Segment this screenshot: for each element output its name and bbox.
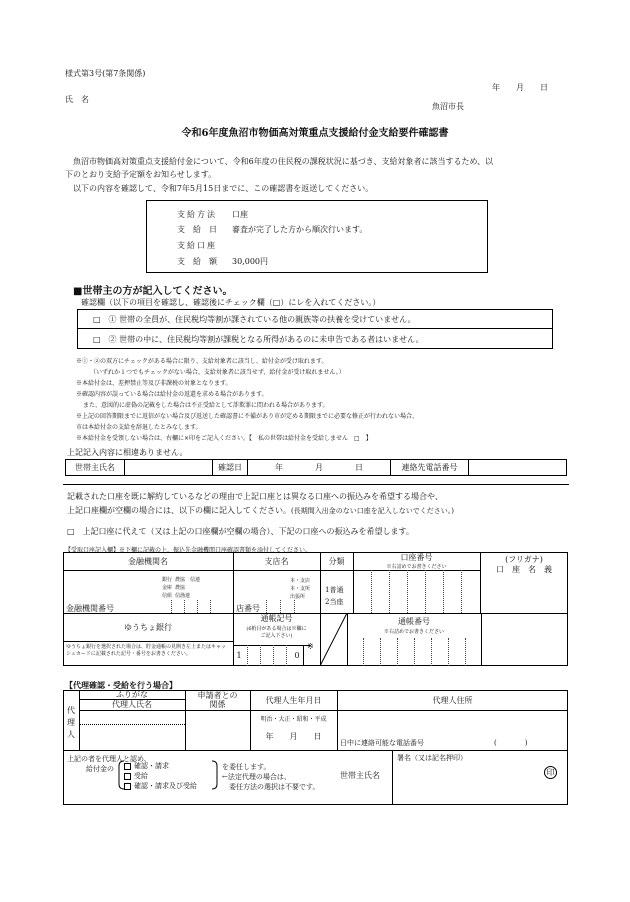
branch-type-2: 本・支所 (290, 586, 311, 592)
account-digit-sep (389, 570, 390, 613)
symbol-mark-sep (303, 645, 304, 666)
note-7: 市は本給付金の支給を辞退したとみなします。 (76, 424, 202, 431)
page-title: 令和6年度魚沼市物価高対策重点支援給付金支給要件確認書 (181, 128, 449, 139)
col-holder: 口 座 名 義 (496, 564, 552, 574)
branch-code-digit-sep (294, 600, 295, 613)
mayor-label: 魚沼市長 (432, 102, 464, 111)
phone-label: 連絡先電話番号 (391, 460, 469, 476)
col-institution: 金融機関名 (128, 556, 168, 566)
col-account-no: 口座番号 (400, 553, 433, 562)
intro-line-1: 魚沼市物価高対策重点支援給付金について、令和6年度の住民税の課税状況に基づき、支給対象者に該当するため、以 (73, 157, 494, 166)
inst-code-digit-sep (171, 600, 172, 613)
amount-value: 30,000円 (232, 257, 268, 266)
number-digit-sep (431, 638, 432, 666)
yucho-digit-line (233, 645, 311, 646)
symbol-digit-sep (247, 645, 248, 666)
number-label: 通帳番号 (398, 616, 430, 626)
confirm-date-field[interactable]: 年 月 日 (248, 460, 391, 476)
inst-type-kinko: 金庫 (162, 585, 173, 591)
proxy-name-label: 代理人氏名 (112, 700, 152, 709)
proxy-caption: 【代理確認・受給を行う場合】 (65, 680, 177, 690)
branch-code-label: 店番号 (236, 604, 260, 613)
proxy-hline-2 (79, 710, 568, 711)
note-3: ※本給付金は、差押禁止等及び非課税の対象となります。 (76, 380, 232, 387)
check-item-2[interactable]: □ ② 世帯の中に、住民税均等割が課税となる所得があるのに未申告である者はいません。 (93, 335, 424, 344)
proxy-phone-label: 日中に連絡可能な電話番号 (340, 739, 424, 747)
delegate-text-3: 委任方法の選択は不要です。 (229, 783, 320, 791)
number-digit-sep (380, 638, 381, 666)
bank-diagonal (320, 613, 348, 666)
section-instruction: 確認欄（以下の項目を確認し、確認後にチェック欄（□）にレを入れてください。） (81, 298, 381, 307)
number-digit-sep (397, 638, 398, 666)
branch-type-3: 出張所 (290, 594, 306, 600)
option-checkbox-1[interactable] (124, 763, 131, 770)
inst-type-shinkumi: 信組 (162, 593, 173, 599)
sign-label: 署名（又は記名押印） (397, 754, 467, 762)
number-digit-sep (448, 638, 449, 666)
account-change-line-1: 記載された口座を既に解約しているなどの理由で上記口座とは異なる口座への振込みを希望する場合や、 (67, 492, 443, 501)
confirm-date-label: 確認日 (213, 460, 248, 476)
delegate-line-1: 上記の者を代理人と認め、 (67, 755, 151, 763)
number-digit-sep (414, 638, 415, 666)
check-item-1[interactable]: □ ① 世帯の全員が、住民税均等割が課されている他の親族等の扶養を受けていません。 (93, 315, 416, 324)
right-bracket (211, 760, 219, 790)
account-change-line-2 (67, 505, 454, 516)
account-change-line-2a: 上記口座欄が空欄の場合には、以下の欄に記入してください。 (67, 506, 291, 515)
option-checkbox-2[interactable] (124, 773, 131, 780)
symbol-label: 通帳記号 (260, 613, 293, 623)
delegate-text-1: を委任します。 (222, 763, 271, 771)
yucho-note: ゆうちょ銀行を選択された場合は、貯金通帳の見開き左上またはキャッシュカードに記載された記号・番号をお書きください。 (66, 644, 227, 657)
inst-code-label: 金融機関番号 (66, 604, 114, 613)
householder-name-label: 世帯主氏名 (66, 460, 125, 476)
branch-code-digit-sep (280, 600, 281, 613)
symbol-sub: (6桁目がある場合は※欄に ご記入下さい) (246, 626, 307, 639)
inst-type-shinren: 信連 (190, 577, 201, 583)
alternate-account-checkbox[interactable]: □ 上記口座に代えて（又は上記の口座欄が空欄の場合）、下記の口座への振込みを希望します。 (67, 527, 414, 536)
inst-code-digit-sep (197, 600, 198, 613)
symbol-mark: ※ (307, 642, 314, 651)
branch-code-digit-sep (266, 600, 267, 613)
phone-field[interactable] (469, 460, 567, 476)
option-both[interactable]: 確認・請求及び受給 (134, 782, 197, 790)
bank-vline-7 (481, 613, 482, 666)
section-heading: ■世帯主の方が記入してください。 (73, 286, 233, 297)
number-digit-sep (465, 638, 466, 666)
account-label: 支給口座 (177, 241, 217, 250)
account-digit-sep (407, 570, 408, 613)
seal-label: 印 (546, 768, 555, 777)
form-number: 様式第3号(第7条関係) (65, 69, 146, 78)
inst-type-shingyoren: 信漁連 (175, 593, 191, 599)
number-digit-sep (363, 638, 364, 666)
proxy-furigana-label: ふりがな (116, 690, 148, 699)
confirm-line: 上記記入内容に相違ありません。 (67, 448, 188, 457)
note-2: （いずれか１つでもチェックがない場合、支給対象者に該当せず、給付金が受け取れません。） (90, 369, 345, 376)
inst-code-digit-sep (210, 600, 211, 613)
symbol-last-digit: 0 (294, 650, 300, 660)
proxy-relation-label: 申請者との関係 (197, 691, 238, 709)
proxy-address-label: 代理人住所 (432, 695, 473, 705)
bank-header-line (63, 570, 480, 571)
note-4: ※確認内容が誤っている場合は給付金の返還を求める場合があります。 (76, 391, 268, 398)
note-5: また、意図的に虚偽の記載をした場合は不正受給として詐欺罪に問われる場合があります。 (83, 402, 329, 409)
proxy-vline-5 (392, 750, 393, 805)
col-account-no-sub: ※右詰めでお書きください (386, 563, 447, 570)
name-label: 氏 名 (65, 95, 89, 104)
date-value: 審査が完了した方から順次行います。 (232, 225, 368, 234)
col-branch: 支店名 (264, 556, 289, 566)
intro-line-3: 以下の内容を確認して、令和7年5月15日までに、この確認書を返送してください。 (73, 184, 374, 193)
branch-type-1: 本・支店 (290, 578, 311, 584)
proxy-birth-label: 代理人生年月日 (265, 695, 322, 705)
option-checkbox-3[interactable] (124, 783, 131, 790)
proxy-eras[interactable]: 明治・大正・昭和・平成 (260, 715, 327, 723)
delegate-line-2: 給付金の (86, 765, 114, 773)
proxy-hline-4 (63, 750, 568, 751)
col-type: 分類 (328, 556, 345, 566)
checklist-divider (77, 328, 553, 329)
method-label: 支給方法 (177, 210, 217, 219)
note-1: ※①・②の双方にチェックがある場合に限り、支給対象者に該当し、給付金が受け取れます。 (76, 358, 328, 365)
amount-label: 支 給 額 (177, 257, 217, 266)
option-confirm-request[interactable]: 確認・請求 (134, 762, 169, 770)
bank-caption: 【受取口座記入欄】※下欄に記載の上、振込先金融機関口座確認書類を添付してください。 (65, 547, 312, 554)
yucho-label: ゆうちょ銀行 (124, 622, 172, 632)
proxy-side-label: 代理人 (67, 706, 75, 739)
option-receive[interactable]: 受給 (134, 772, 148, 780)
householder-table (65, 459, 567, 476)
yucho-note-line (63, 641, 233, 642)
note-8[interactable]: ※本給付金を受領しない場合は、右欄に×印をご記入ください。【 私の世帯は給付金を受給しません □ 】 (76, 435, 372, 442)
seal-mark[interactable] (544, 766, 557, 779)
symbol-first-digit: 1 (236, 650, 242, 660)
account-digit-sep (371, 570, 372, 613)
proxy-phone-paren[interactable]: ( ) (494, 739, 528, 747)
type-ordinary[interactable]: 1普通 (325, 586, 344, 594)
account-digit-sep (425, 570, 426, 613)
separator (63, 484, 569, 485)
number-sub: ※右詰めでお書きください (383, 629, 444, 635)
date-label: 支 給 日 (177, 225, 217, 234)
householder-name-field[interactable] (125, 460, 213, 476)
intro-line-2: 下のとおり支給予定額をお知らせします。 (65, 170, 217, 179)
inst-type-noukyo: 農協 (175, 577, 186, 583)
col-furigana: (フリガナ) (505, 554, 543, 564)
note-6: ※上記の回答期限までに返信がない場合及び返送した確認書に不備があり市が定める期限までに必要な修正が行われない場合、 (76, 413, 419, 420)
inst-code-digit-sep (184, 600, 185, 613)
date-line: 年 月 日 (492, 83, 548, 92)
type-current[interactable]: 2当座 (325, 598, 344, 606)
delegate-text-2: ←法定代理の場合は、 (222, 773, 291, 781)
account-digit-sep (461, 570, 462, 613)
symbol-digit-sep (286, 645, 287, 666)
symbol-digit-sep (273, 645, 274, 666)
inst-type-noukyo-2: 農協 (175, 585, 186, 591)
inst-type-bank: 銀行 (162, 577, 173, 583)
proxy-hline-3 (79, 724, 185, 725)
method-value: 口座 (232, 210, 248, 219)
account-digit-sep (443, 570, 444, 613)
proxy-householder-label: 世帯主氏名 (340, 771, 380, 780)
proxy-birth-value[interactable]: 年 月 日 (265, 731, 322, 741)
account-change-line-2b: (長期間入出金のない口座を記入しないでください。) (291, 507, 454, 515)
symbol-digit-sep (260, 645, 261, 666)
